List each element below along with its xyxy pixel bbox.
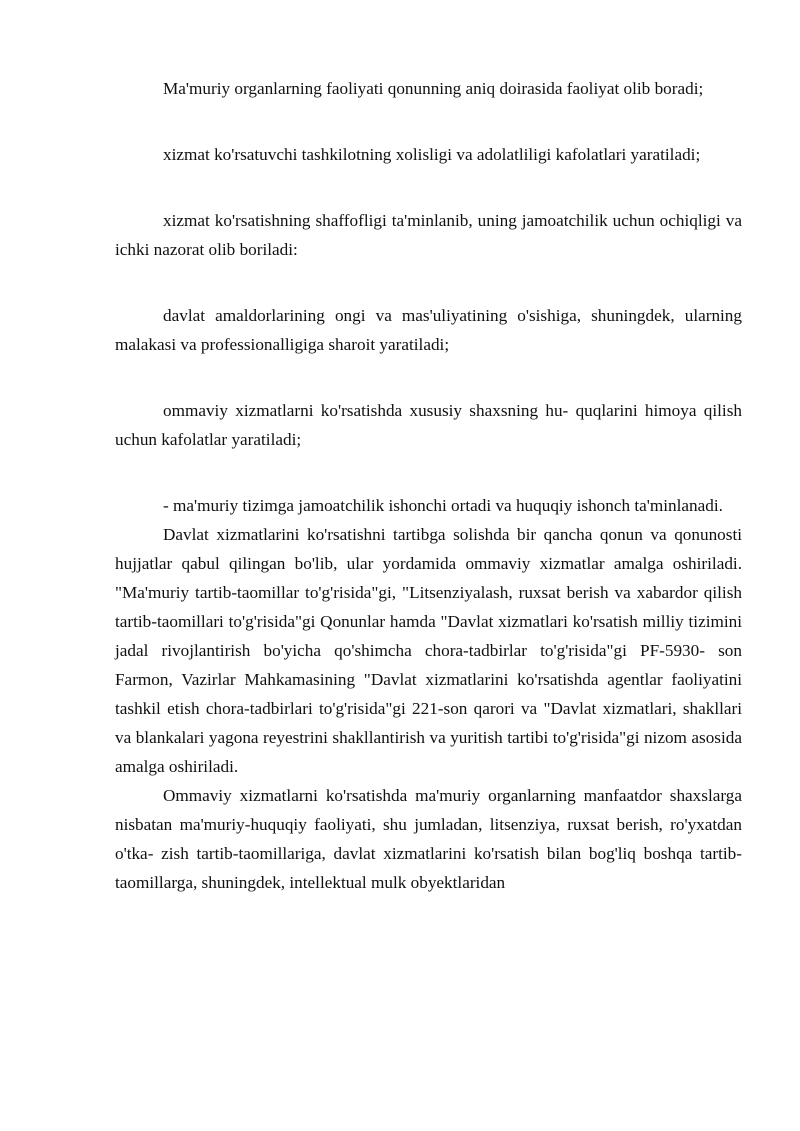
paragraph-8: Ommaviy xizmatlarni ko'rsatishda ma'muriy organlarning manfaatdor shaxslarga nisbatan ma'muriy-huquqiy faoliyati, shu jumladan, litsenziya, ruxsat berish, ro'yxatdan o'tka- zish tartib-taomillariga, davlat xizmatlarini ko'rsatish bilan bog'liq boshqa tartib-taomillarga, shuningdek, intellektual mulk obyektlaridan [115,786,742,892]
document-page [115,74,742,897]
paragraph-6: - ma'muriy tizimga jamoatchilik ishonchi ortadi va huquqiy ishonch ta'minlanadi. [163,496,723,515]
paragraph-2: xizmat ko'rsatuvchi tashkilotning xolisligi va adolatliligi kafolatlari yaratiladi; [163,145,701,164]
paragraph-5: ommaviy xizmatlarni ko'rsatishda xususiy shaxsning hu- quqlarini himoya qilish uchun kafolatlar yaratiladi; [115,401,742,449]
paragraph-4: davlat amaldorlarining ongi va mas'uliyatining o'sishiga, shuningdek, ularning malakasi va professionalligiga sharoit yaratiladi; [115,306,742,354]
paragraph-1: Ma'muriy organlarning faoliyati qonunning aniq doirasida faoliyat olib boradi; [163,79,704,98]
paragraph-3: xizmat ko'rsatishning shaffofligi ta'minlanib, uning jamoatchilik uchun ochiqligi va ichki nazorat olib boriladi: [115,211,742,259]
paragraph-7: Davlat xizmatlarini ko'rsatishni tartibga solishda bir qancha qonun va qonunosti hujjatlar qabul qilingan bo'lib, ular yordamida ommaviy xizmatlar amalga oshiriladi. "Ma'muriy tartib-taomillar to'g'risida"gi, "Litsenziyalash, ruxsat berish va xabardor qilish tartib-taomillari to'g'risida"gi Qonunlar hamda "Davlat xizmatlari ko'rsatish milliy tizimini jadal rivojlantirish bo'yicha qo'shimcha chora-tadbirlar to'g'risida"gi PF-5930- son Farmon, Vazirlar Mahkamasining "Davlat xizmatlarini ko'rsatishda agentlar faoliyatini tashkil etish chora-tadbirlari to'g'risida"gi 221-son qarori va "Davlat xizmatlari, shakllari va blankalari yagona reyestrini shakllantirish va yuritish tartibi to'g'risida"gi nizom asosida amalga oshiriladi. [115,525,742,776]
